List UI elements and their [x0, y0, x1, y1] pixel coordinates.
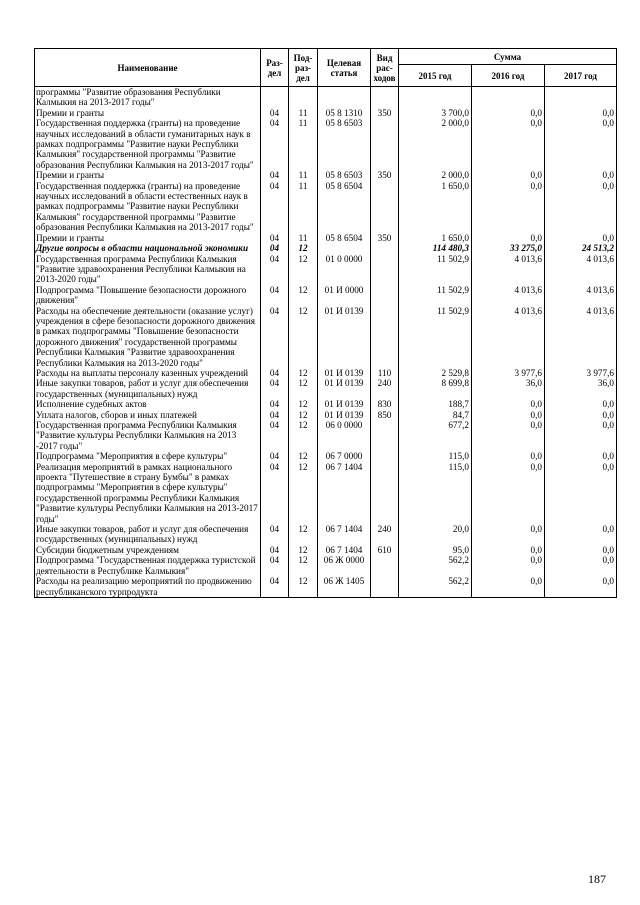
row-name: Другие вопросы в области национальной экономики — [35, 243, 261, 253]
row-kind: 110 — [371, 368, 399, 378]
row-sum-2016: 4 013,6 — [472, 285, 545, 306]
header-name: Наименование — [35, 49, 261, 87]
row-sum-2017: 0,0 — [545, 576, 617, 597]
row-kind — [371, 285, 399, 306]
table-row — [35, 420, 617, 451]
table-row — [35, 576, 617, 597]
header-target: Целевая статья — [318, 49, 371, 87]
table-row — [35, 451, 617, 461]
row-sum-2016: 0,0 — [472, 108, 545, 118]
row-section: 04 — [261, 254, 289, 285]
row-sum-2016: 0,0 — [472, 462, 545, 524]
header-kind: Вид рас-ходов — [371, 49, 399, 87]
row-target — [318, 87, 371, 108]
table-row — [35, 87, 617, 108]
row-target: 06 Ж 1405 — [318, 576, 371, 597]
row-sum-2015: 11 502,9 — [399, 254, 472, 285]
row-name: Исполнение судебных актов — [35, 399, 261, 409]
table-row — [35, 462, 617, 524]
table-row — [35, 368, 617, 378]
header-section: Раз-дел — [261, 49, 289, 87]
row-kind — [371, 118, 399, 170]
row-name: Субсидии бюджетным учреждениям — [35, 545, 261, 555]
row-name: Подпрограмма "Повышение безопасности дорожного движения" — [35, 285, 261, 306]
row-sum-2017: 0,0 — [545, 451, 617, 461]
row-sum-2015: 95,0 — [399, 545, 472, 555]
row-kind: 610 — [371, 545, 399, 555]
row-subsection: 12 — [289, 399, 318, 409]
budget-page — [34, 48, 616, 598]
row-name: Расходы на выплаты персоналу казенных учреждений — [35, 368, 261, 378]
table-row — [35, 108, 617, 118]
row-subsection: 12 — [289, 420, 318, 451]
row-sum-2016: 0,0 — [472, 420, 545, 451]
header-sum: Сумма — [399, 49, 617, 65]
row-sum-2017: 4 013,6 — [545, 254, 617, 285]
budget-table — [34, 48, 617, 598]
row-target: 01 И 0139 — [318, 306, 371, 368]
row-sum-2015: 8 699,8 — [399, 378, 472, 399]
row-section: 04 — [261, 545, 289, 555]
row-kind — [371, 243, 399, 253]
row-sum-2015: 1 650,0 — [399, 181, 472, 233]
row-sum-2015: 562,2 — [399, 576, 472, 597]
row-section: 04 — [261, 399, 289, 409]
row-sum-2016: 0,0 — [472, 170, 545, 180]
row-sum-2015: 11 502,9 — [399, 285, 472, 306]
row-kind: 350 — [371, 170, 399, 180]
row-kind — [371, 462, 399, 524]
row-subsection: 12 — [289, 368, 318, 378]
row-target: 05 8 6503 — [318, 118, 371, 170]
table-row — [35, 378, 617, 399]
row-kind — [371, 87, 399, 108]
row-subsection: 12 — [289, 306, 318, 368]
row-section: 04 — [261, 524, 289, 545]
row-kind — [371, 254, 399, 285]
row-name: Иные закупки товаров, работ и услуг для обеспечения государственных (муниципальных) нужд — [35, 378, 261, 399]
row-sum-2017: 0,0 — [545, 410, 617, 420]
table-header — [35, 49, 617, 87]
row-subsection: 11 — [289, 233, 318, 243]
row-sum-2015: 2 000,0 — [399, 170, 472, 180]
row-target: 06 7 0000 — [318, 451, 371, 461]
row-sum-2016: 0,0 — [472, 555, 545, 576]
row-name: Расходы на обеспечение деятельности (оказание услуг) учреждения в сфере безопасности дорожного движения в рамках подпрограммы "Повышение безопасности дорожного движения" государственной программы Республики Калмыкия "Развитие здравоохранения Республики Калмыкия на 2013-2020 годы" — [35, 306, 261, 368]
row-target: 05 8 6503 — [318, 170, 371, 180]
row-kind — [371, 181, 399, 233]
table-row — [35, 118, 617, 170]
row-sum-2017: 0,0 — [545, 462, 617, 524]
page-number: 187 — [588, 872, 606, 886]
row-section: 04 — [261, 170, 289, 180]
row-sum-2017: 4 013,6 — [545, 285, 617, 306]
row-section: 04 — [261, 108, 289, 118]
row-target: 05 8 6504 — [318, 233, 371, 243]
table-row — [35, 170, 617, 180]
row-subsection: 11 — [289, 181, 318, 233]
row-sum-2017: 0,0 — [545, 181, 617, 233]
row-kind — [371, 555, 399, 576]
row-kind: 240 — [371, 378, 399, 399]
row-name: программы "Развитие образования Республики Калмыкия на 2013-2017 годы" — [35, 87, 261, 108]
row-sum-2016: 0,0 — [472, 399, 545, 409]
row-section: 04 — [261, 181, 289, 233]
row-name: Государственная программа Республики Калмыкия "Развитие культуры Республики Калмыкия на 2013 -2017 годы" — [35, 420, 261, 451]
row-target: 06 7 1404 — [318, 462, 371, 524]
row-kind — [371, 420, 399, 451]
row-sum-2016: 3 977,6 — [472, 368, 545, 378]
row-section: 04 — [261, 306, 289, 368]
row-subsection: 12 — [289, 410, 318, 420]
row-sum-2015: 3 700,0 — [399, 108, 472, 118]
row-kind: 240 — [371, 524, 399, 545]
row-kind: 850 — [371, 410, 399, 420]
row-target: 01 0 0000 — [318, 254, 371, 285]
row-sum-2016: 0,0 — [472, 410, 545, 420]
row-section: 04 — [261, 555, 289, 576]
row-target: 06 7 1404 — [318, 545, 371, 555]
table-row — [35, 233, 617, 243]
row-name: Государственная программа Республики Калмыкия "Развитие здравоохранения Республики Калмыкия на 2013-2020 годы" — [35, 254, 261, 285]
row-name: Подпрограмма "Мероприятия в сфере культуры" — [35, 451, 261, 461]
row-subsection: 12 — [289, 451, 318, 461]
row-target: 01 И 0139 — [318, 368, 371, 378]
row-name: Иные закупки товаров, работ и услуг для обеспечения государственных (муниципальных) нужд — [35, 524, 261, 545]
row-sum-2016: 33 275,0 — [472, 243, 545, 253]
header-2015: 2015 год — [399, 65, 472, 87]
table-row — [35, 524, 617, 545]
row-name: Премии и гранты — [35, 233, 261, 243]
row-subsection: 12 — [289, 545, 318, 555]
table-row — [35, 243, 617, 253]
table-row — [35, 399, 617, 409]
row-sum-2016: 0,0 — [472, 181, 545, 233]
row-sum-2016: 4 013,6 — [472, 254, 545, 285]
header-2016: 2016 год — [472, 65, 545, 87]
row-kind: 350 — [371, 108, 399, 118]
row-kind — [371, 576, 399, 597]
row-section: 04 — [261, 378, 289, 399]
row-sum-2017: 0,0 — [545, 545, 617, 555]
row-subsection: 12 — [289, 285, 318, 306]
row-sum-2016: 4 013,6 — [472, 306, 545, 368]
row-kind — [371, 451, 399, 461]
table-row — [35, 555, 617, 576]
row-kind — [371, 306, 399, 368]
row-sum-2016: 0,0 — [472, 545, 545, 555]
row-section: 04 — [261, 368, 289, 378]
row-section: 04 — [261, 451, 289, 461]
row-kind: 350 — [371, 233, 399, 243]
row-sum-2015: 11 502,9 — [399, 306, 472, 368]
row-subsection: 12 — [289, 378, 318, 399]
row-sum-2017: 0,0 — [545, 420, 617, 451]
row-sum-2017: 0,0 — [545, 233, 617, 243]
row-subsection: 12 — [289, 576, 318, 597]
row-sum-2017: 0,0 — [545, 524, 617, 545]
row-target: 01 И 0139 — [318, 410, 371, 420]
table-row — [35, 545, 617, 555]
row-sum-2015: 84,7 — [399, 410, 472, 420]
row-sum-2016: 0,0 — [472, 451, 545, 461]
row-subsection: 12 — [289, 254, 318, 285]
row-target: 01 И 0139 — [318, 399, 371, 409]
row-sum-2015: 115,0 — [399, 451, 472, 461]
row-section — [261, 87, 289, 108]
row-sum-2015: 20,0 — [399, 524, 472, 545]
row-target: 06 Ж 0000 — [318, 555, 371, 576]
table-row — [35, 410, 617, 420]
row-sum-2017: 24 513,2 — [545, 243, 617, 253]
row-section: 04 — [261, 462, 289, 524]
row-name: Реализация мероприятий в рамках национального проекта "Путешествие в страну Бумбы" в рамках подпрограммы "Мероприятия в сфере культуры" государственной программы Республики Калмыкия "Развитие культуры Республики Калмыкия на 2013-2017 годы" — [35, 462, 261, 524]
row-name: Премии и гранты — [35, 170, 261, 180]
row-sum-2015: 114 480,3 — [399, 243, 472, 253]
row-subsection: 11 — [289, 108, 318, 118]
row-subsection: 11 — [289, 118, 318, 170]
row-subsection: 12 — [289, 243, 318, 253]
row-name: Подпрограмма "Государственная поддержка туристской деятельности в Республике Калмыкия" — [35, 555, 261, 576]
row-sum-2015: 677,2 — [399, 420, 472, 451]
row-sum-2015 — [399, 87, 472, 108]
row-sum-2015: 115,0 — [399, 462, 472, 524]
table-row — [35, 285, 617, 306]
row-sum-2015: 2 529,8 — [399, 368, 472, 378]
row-subsection — [289, 87, 318, 108]
row-sum-2017: 0,0 — [545, 170, 617, 180]
row-sum-2017 — [545, 87, 617, 108]
row-sum-2016: 0,0 — [472, 576, 545, 597]
row-name: Государственная поддержка (гранты) на проведение научных исследований в области естественных наук в рамках подпрограммы "Развитие науки Республики Калмыкия" государственной программы "Развитие образования Республики Калмыкия на 2013-2017 годы" — [35, 181, 261, 233]
row-target: 01 И 0139 — [318, 378, 371, 399]
row-section: 04 — [261, 118, 289, 170]
row-sum-2017: 4 013,6 — [545, 306, 617, 368]
row-sum-2017: 3 977,6 — [545, 368, 617, 378]
row-subsection: 12 — [289, 462, 318, 524]
row-sum-2016 — [472, 87, 545, 108]
row-target: 05 8 1310 — [318, 108, 371, 118]
row-subsection: 11 — [289, 170, 318, 180]
row-name: Государственная поддержка (гранты) на проведение научных исследований в области гуманитарных наук в рамках подпрограммы "Развитие науки Республики Калмыкия" государственной программы "Развитие образования Республики Калмыкия на 2013-2017 годы" — [35, 118, 261, 170]
row-sum-2015: 2 000,0 — [399, 118, 472, 170]
row-target — [318, 243, 371, 253]
row-sum-2016: 0,0 — [472, 524, 545, 545]
row-name: Уплата налогов, сборов и иных платежей — [35, 410, 261, 420]
row-sum-2017: 0,0 — [545, 108, 617, 118]
row-section: 04 — [261, 233, 289, 243]
row-name: Премии и гранты — [35, 108, 261, 118]
table-row — [35, 306, 617, 368]
row-target: 01 И 0000 — [318, 285, 371, 306]
row-sum-2015: 188,7 — [399, 399, 472, 409]
table-row — [35, 254, 617, 285]
row-target: 06 7 1404 — [318, 524, 371, 545]
row-sum-2016: 36,0 — [472, 378, 545, 399]
row-subsection: 12 — [289, 524, 318, 545]
header-2017: 2017 год — [545, 65, 617, 87]
row-sum-2017: 0,0 — [545, 399, 617, 409]
row-sum-2016: 0,0 — [472, 118, 545, 170]
row-target: 05 8 6504 — [318, 181, 371, 233]
table-row — [35, 181, 617, 233]
row-section: 04 — [261, 410, 289, 420]
row-sum-2017: 0,0 — [545, 118, 617, 170]
header-subsection: Под-раз-дел — [289, 49, 318, 87]
table-body — [35, 87, 617, 598]
row-sum-2016: 0,0 — [472, 233, 545, 243]
row-name: Расходы на реализацию мероприятий по продвижению республиканского турпродукта — [35, 576, 261, 597]
row-sum-2015: 562,2 — [399, 555, 472, 576]
row-section: 04 — [261, 243, 289, 253]
row-subsection: 12 — [289, 555, 318, 576]
row-kind: 830 — [371, 399, 399, 409]
row-section: 04 — [261, 576, 289, 597]
row-target: 06 0 0000 — [318, 420, 371, 451]
row-sum-2015: 1 650,0 — [399, 233, 472, 243]
row-section: 04 — [261, 420, 289, 451]
row-sum-2017: 0,0 — [545, 555, 617, 576]
row-section: 04 — [261, 285, 289, 306]
row-sum-2017: 36,0 — [545, 378, 617, 399]
